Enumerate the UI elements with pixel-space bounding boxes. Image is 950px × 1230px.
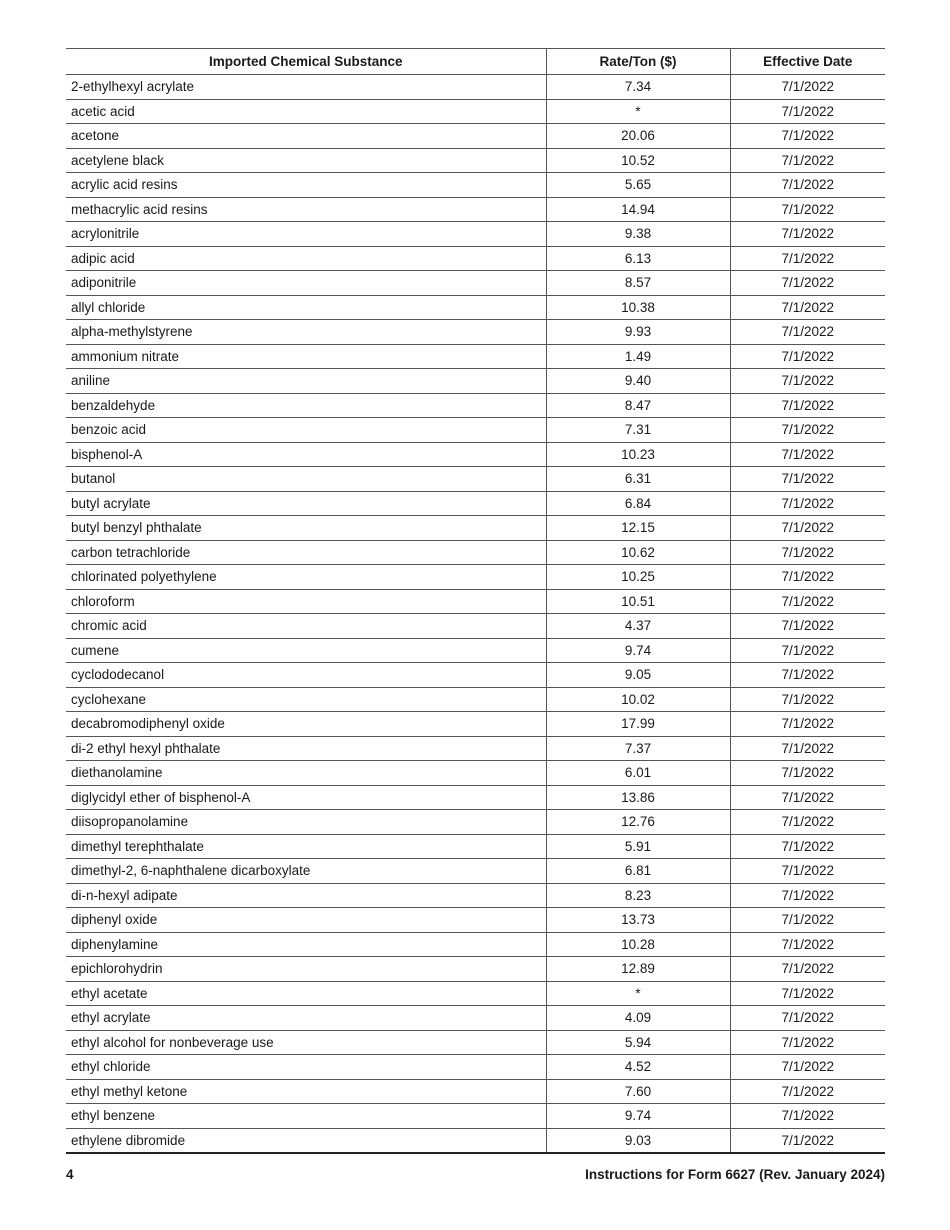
table-row — [66, 834, 885, 859]
page-number: 4 — [66, 1167, 74, 1182]
substance-cell: acetylene black — [66, 148, 546, 173]
substance-cell: chloroform — [66, 589, 546, 614]
effective-date-cell: 7/1/2022 — [730, 418, 885, 443]
table-row — [66, 638, 885, 663]
rate-cell: * — [546, 981, 730, 1006]
substance-cell: acrylic acid resins — [66, 173, 546, 198]
rate-cell: 7.60 — [546, 1079, 730, 1104]
substance-cell: ethyl acrylate — [66, 1006, 546, 1031]
effective-date-cell: 7/1/2022 — [730, 883, 885, 908]
substance-cell: methacrylic acid resins — [66, 197, 546, 222]
table-row — [66, 957, 885, 982]
substance-cell: adiponitrile — [66, 271, 546, 296]
effective-date-cell: 7/1/2022 — [730, 320, 885, 345]
substance-cell: chromic acid — [66, 614, 546, 639]
effective-date-cell: 7/1/2022 — [730, 932, 885, 957]
substance-cell: acetic acid — [66, 99, 546, 124]
header-row — [66, 49, 885, 75]
rate-cell: 1.49 — [546, 344, 730, 369]
page-footer — [66, 1167, 885, 1187]
table-row — [66, 197, 885, 222]
substance-cell: diglycidyl ether of bisphenol-A — [66, 785, 546, 810]
substance-cell: benzaldehyde — [66, 393, 546, 418]
form-reference: Instructions for Form 6627 (Rev. January 2024) — [585, 1167, 885, 1182]
table-row — [66, 1128, 885, 1153]
rate-cell: 12.76 — [546, 810, 730, 835]
substance-cell: aniline — [66, 369, 546, 394]
rate-cell: 7.37 — [546, 736, 730, 761]
rate-cell: 8.57 — [546, 271, 730, 296]
table-row — [66, 75, 885, 100]
table-row — [66, 1006, 885, 1031]
rate-cell: 6.84 — [546, 491, 730, 516]
effective-date-cell: 7/1/2022 — [730, 1104, 885, 1129]
substance-cell: ethyl methyl ketone — [66, 1079, 546, 1104]
substance-cell: butanol — [66, 467, 546, 492]
effective-date-cell: 7/1/2022 — [730, 467, 885, 492]
rate-cell: 4.37 — [546, 614, 730, 639]
effective-date-cell: 7/1/2022 — [730, 369, 885, 394]
substance-cell: chlorinated polyethylene — [66, 565, 546, 590]
substance-cell: dimethyl terephthalate — [66, 834, 546, 859]
rate-cell: 20.06 — [546, 124, 730, 149]
rate-cell: 9.74 — [546, 1104, 730, 1129]
rate-cell: 13.86 — [546, 785, 730, 810]
table-row — [66, 540, 885, 565]
effective-date-cell: 7/1/2022 — [730, 295, 885, 320]
rate-cell: 10.52 — [546, 148, 730, 173]
rate-cell: 9.74 — [546, 638, 730, 663]
rate-cell: 8.47 — [546, 393, 730, 418]
rate-cell: 4.09 — [546, 1006, 730, 1031]
effective-date-cell: 7/1/2022 — [730, 99, 885, 124]
table-row — [66, 1055, 885, 1080]
effective-date-cell: 7/1/2022 — [730, 565, 885, 590]
rate-cell: 9.05 — [546, 663, 730, 688]
substance-cell: adipic acid — [66, 246, 546, 271]
rate-cell: 6.13 — [546, 246, 730, 271]
substance-cell: carbon tetrachloride — [66, 540, 546, 565]
rate-cell: 10.62 — [546, 540, 730, 565]
substance-cell: diphenylamine — [66, 932, 546, 957]
substance-cell: butyl acrylate — [66, 491, 546, 516]
rate-cell: 7.31 — [546, 418, 730, 443]
rate-cell: 9.38 — [546, 222, 730, 247]
rate-cell: * — [546, 99, 730, 124]
substance-cell: ethylene dibromide — [66, 1128, 546, 1153]
table-row — [66, 320, 885, 345]
effective-date-cell: 7/1/2022 — [730, 344, 885, 369]
table-row — [66, 369, 885, 394]
header-effective-date: Effective Date — [730, 49, 885, 75]
substance-cell: 2-ethylhexyl acrylate — [66, 75, 546, 100]
rate-cell: 6.31 — [546, 467, 730, 492]
table-row — [66, 418, 885, 443]
table-row — [66, 908, 885, 933]
effective-date-cell: 7/1/2022 — [730, 614, 885, 639]
rate-cell: 10.23 — [546, 442, 730, 467]
effective-date-cell: 7/1/2022 — [730, 516, 885, 541]
substance-cell: acrylonitrile — [66, 222, 546, 247]
substance-cell: allyl chloride — [66, 295, 546, 320]
effective-date-cell: 7/1/2022 — [730, 589, 885, 614]
rate-cell: 10.38 — [546, 295, 730, 320]
table-row — [66, 565, 885, 590]
table-row — [66, 295, 885, 320]
effective-date-cell: 7/1/2022 — [730, 981, 885, 1006]
table-row — [66, 442, 885, 467]
effective-date-cell: 7/1/2022 — [730, 442, 885, 467]
effective-date-cell: 7/1/2022 — [730, 173, 885, 198]
effective-date-cell: 7/1/2022 — [730, 908, 885, 933]
rate-cell: 10.02 — [546, 687, 730, 712]
table-row — [66, 222, 885, 247]
effective-date-cell: 7/1/2022 — [730, 834, 885, 859]
table-row — [66, 99, 885, 124]
rate-cell: 10.25 — [546, 565, 730, 590]
effective-date-cell: 7/1/2022 — [730, 222, 885, 247]
effective-date-cell: 7/1/2022 — [730, 663, 885, 688]
rate-cell: 9.03 — [546, 1128, 730, 1153]
table-header — [66, 49, 885, 75]
effective-date-cell: 7/1/2022 — [730, 1030, 885, 1055]
table-row — [66, 393, 885, 418]
effective-date-cell: 7/1/2022 — [730, 1128, 885, 1153]
rate-cell: 12.15 — [546, 516, 730, 541]
table-row — [66, 148, 885, 173]
document-page — [66, 48, 885, 1154]
chemical-rates-table — [66, 48, 885, 1154]
table-row — [66, 1079, 885, 1104]
substance-cell: cyclohexane — [66, 687, 546, 712]
substance-cell: alpha-methylstyrene — [66, 320, 546, 345]
rate-cell: 8.23 — [546, 883, 730, 908]
substance-cell: dimethyl-2, 6-naphthalene dicarboxylate — [66, 859, 546, 884]
rate-cell: 6.81 — [546, 859, 730, 884]
substance-cell: bisphenol-A — [66, 442, 546, 467]
effective-date-cell: 7/1/2022 — [730, 271, 885, 296]
table-row — [66, 1104, 885, 1129]
table-row — [66, 516, 885, 541]
rate-cell: 14.94 — [546, 197, 730, 222]
table-row — [66, 687, 885, 712]
table-row — [66, 614, 885, 639]
effective-date-cell: 7/1/2022 — [730, 1006, 885, 1031]
effective-date-cell: 7/1/2022 — [730, 491, 885, 516]
substance-cell: di-2 ethyl hexyl phthalate — [66, 736, 546, 761]
effective-date-cell: 7/1/2022 — [730, 148, 885, 173]
effective-date-cell: 7/1/2022 — [730, 1079, 885, 1104]
table-row — [66, 932, 885, 957]
effective-date-cell: 7/1/2022 — [730, 1055, 885, 1080]
table-row — [66, 173, 885, 198]
table-row — [66, 859, 885, 884]
substance-cell: cumene — [66, 638, 546, 663]
substance-cell: ethyl acetate — [66, 981, 546, 1006]
rate-cell: 12.89 — [546, 957, 730, 982]
rate-cell: 9.93 — [546, 320, 730, 345]
effective-date-cell: 7/1/2022 — [730, 540, 885, 565]
effective-date-cell: 7/1/2022 — [730, 785, 885, 810]
effective-date-cell: 7/1/2022 — [730, 687, 885, 712]
effective-date-cell: 7/1/2022 — [730, 761, 885, 786]
substance-cell: diisopropanolamine — [66, 810, 546, 835]
substance-cell: benzoic acid — [66, 418, 546, 443]
rate-cell: 13.73 — [546, 908, 730, 933]
table-row — [66, 810, 885, 835]
table-row — [66, 663, 885, 688]
rate-cell: 10.28 — [546, 932, 730, 957]
effective-date-cell: 7/1/2022 — [730, 246, 885, 271]
rate-cell: 17.99 — [546, 712, 730, 737]
substance-cell: cyclododecanol — [66, 663, 546, 688]
rate-cell: 5.65 — [546, 173, 730, 198]
rate-cell: 4.52 — [546, 1055, 730, 1080]
effective-date-cell: 7/1/2022 — [730, 124, 885, 149]
substance-cell: di-n-hexyl adipate — [66, 883, 546, 908]
substance-cell: acetone — [66, 124, 546, 149]
effective-date-cell: 7/1/2022 — [730, 810, 885, 835]
effective-date-cell: 7/1/2022 — [730, 736, 885, 761]
effective-date-cell: 7/1/2022 — [730, 957, 885, 982]
table-row — [66, 271, 885, 296]
rate-cell: 5.91 — [546, 834, 730, 859]
table-row — [66, 344, 885, 369]
substance-cell: ammonium nitrate — [66, 344, 546, 369]
table-row — [66, 124, 885, 149]
substance-cell: ethyl alcohol for nonbeverage use — [66, 1030, 546, 1055]
table-row — [66, 712, 885, 737]
header-substance: Imported Chemical Substance — [66, 49, 546, 75]
rate-cell: 7.34 — [546, 75, 730, 100]
substance-cell: epichlorohydrin — [66, 957, 546, 982]
table-row — [66, 467, 885, 492]
rate-cell: 9.40 — [546, 369, 730, 394]
effective-date-cell: 7/1/2022 — [730, 859, 885, 884]
rate-cell: 5.94 — [546, 1030, 730, 1055]
substance-cell: butyl benzyl phthalate — [66, 516, 546, 541]
substance-cell: ethyl chloride — [66, 1055, 546, 1080]
table-row — [66, 883, 885, 908]
substance-cell: decabromodiphenyl oxide — [66, 712, 546, 737]
header-rate: Rate/Ton ($) — [546, 49, 730, 75]
table-row — [66, 491, 885, 516]
effective-date-cell: 7/1/2022 — [730, 712, 885, 737]
table-row — [66, 761, 885, 786]
rate-cell: 6.01 — [546, 761, 730, 786]
table-row — [66, 1030, 885, 1055]
effective-date-cell: 7/1/2022 — [730, 197, 885, 222]
table-row — [66, 589, 885, 614]
effective-date-cell: 7/1/2022 — [730, 393, 885, 418]
effective-date-cell: 7/1/2022 — [730, 75, 885, 100]
rate-cell: 10.51 — [546, 589, 730, 614]
substance-cell: diethanolamine — [66, 761, 546, 786]
substance-cell: ethyl benzene — [66, 1104, 546, 1129]
table-body — [66, 75, 885, 1154]
table-row — [66, 736, 885, 761]
effective-date-cell: 7/1/2022 — [730, 638, 885, 663]
table-row — [66, 785, 885, 810]
substance-cell: diphenyl oxide — [66, 908, 546, 933]
table-row — [66, 981, 885, 1006]
table-row — [66, 246, 885, 271]
